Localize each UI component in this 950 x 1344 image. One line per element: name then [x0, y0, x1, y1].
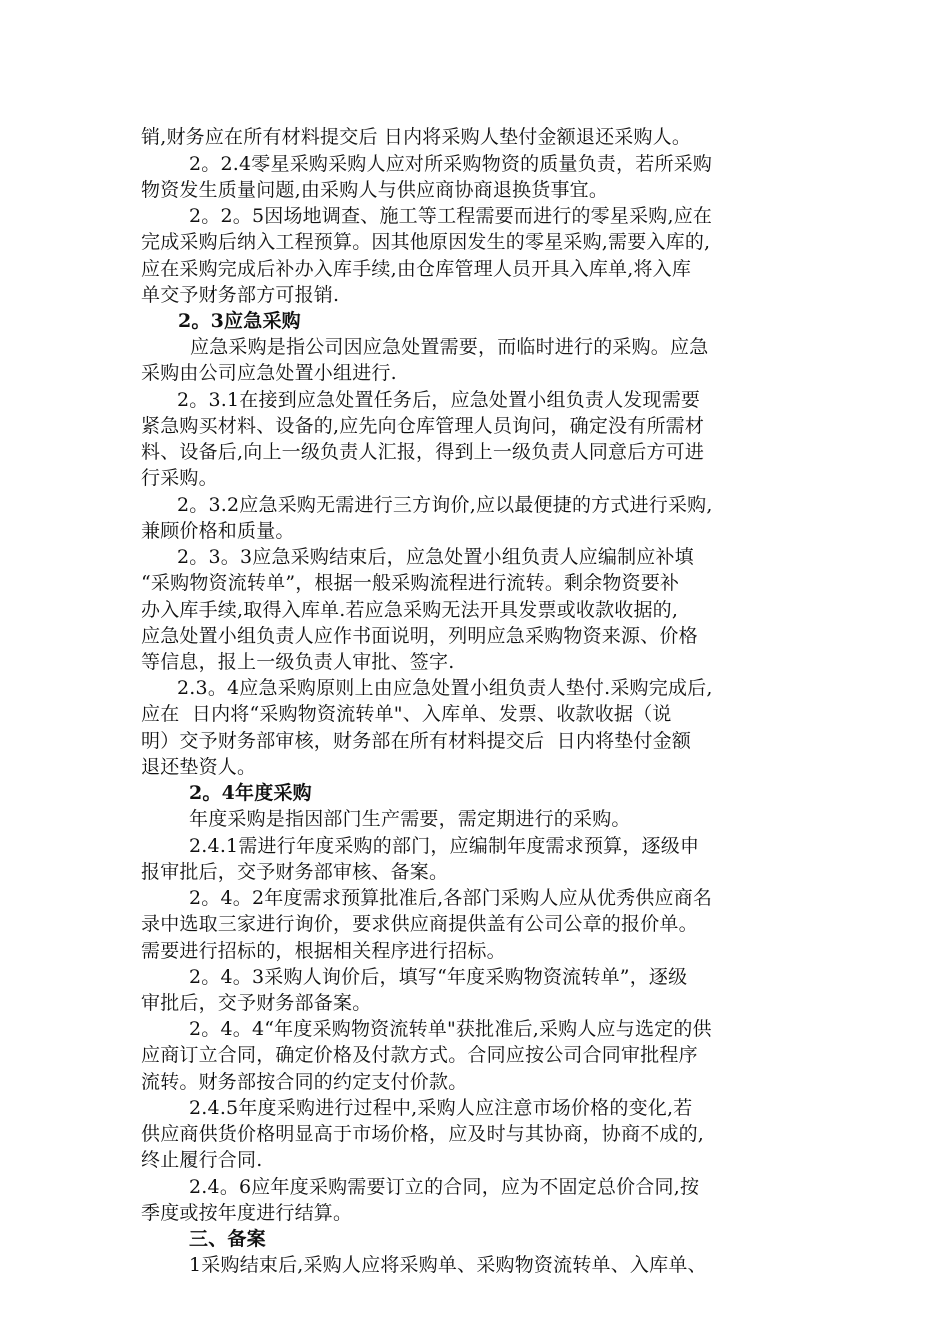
- text-line: 行采购。: [141, 467, 218, 489]
- text-line: 2。3.1在接到应急处置任务后，应急处置小组负责人发现需要: [177, 389, 701, 411]
- text-line: 1采购结束后,采购人应将采购单、采购物资流转单、入库单、: [189, 1254, 707, 1276]
- text-line: “采购物资流转单”，根据一般采购流程进行流转。剩余物资要补: [141, 572, 680, 594]
- text-line: 应商订立合同，确定价格及付款方式。合同应按公司合同审批程序: [141, 1044, 698, 1066]
- text-line: 物资发生质量问题,由采购人与供应商协商退换货事宜。: [141, 179, 609, 201]
- text-line: 紧急购买材料、设备的,应先向仓库管理人员询问，确定没有所需材: [141, 415, 705, 437]
- section-heading: 2。4年度采购: [189, 782, 312, 804]
- text-line: 等信息，报上一级负责人审批、签字.: [141, 651, 455, 673]
- text-line: 2。3.2应急采购无需进行三方询价,应以最便捷的方式进行采购,: [177, 494, 713, 516]
- text-line: 2.4.5年度采购进行过程中,采购人应注意市场价格的变化,若: [189, 1097, 693, 1119]
- text-line: 终止履行合同.: [141, 1149, 263, 1171]
- text-line: 供应商供货价格明显高于市场价格，应及时与其协商，协商不成的,: [141, 1123, 705, 1145]
- text-line: 2。4。4“年度采购物资流转单"获批准后,采购人应与选定的供: [189, 1018, 712, 1040]
- section-heading: 2。3应急采购: [178, 310, 301, 332]
- text-line: 2.4。6应年度采购需要订立的合同，应为不固定总价合同,按: [189, 1176, 700, 1198]
- text-line: 应在 日内将“采购物资流转单"、入库单、发票、收款收据（说: [141, 703, 672, 725]
- text-line: 2。2。5因场地调查、施工等工程需要而进行的零星采购,应在: [189, 205, 713, 227]
- text-line: 2.4.1需进行年度采购的部门，应编制年度需求预算，逐级申: [189, 835, 700, 857]
- text-line: 审批后，交予财务部备案。: [141, 992, 372, 1014]
- text-line: 季度或按年度进行结算。: [141, 1202, 353, 1224]
- text-line: 需要进行招标的，根据相关程序进行招标。: [141, 940, 506, 962]
- text-line: 2。4。2年度需求预算批准后,各部门采购人应从优秀供应商名: [189, 887, 713, 909]
- text-line: 完成采购后纳入工程预算。因其他原因发生的零星采购,需要入库的,: [141, 231, 711, 253]
- text-line: 应急处置小组负责人应作书面说明，列明应急采购物资来源、价格: [141, 625, 698, 647]
- text-line: 单交予财务部方可报销.: [141, 284, 340, 306]
- text-line: 明）交予财务部审核，财务部在所有材料提交后 日内将垫付金额: [141, 730, 692, 752]
- text-line: 办入库手续,取得入库单.若应急采购无法开具发票或收款收据的,: [141, 599, 679, 621]
- text-line: 销,财务应在所有材料提交后 日内将采购人垫付金额退还采购人。: [141, 126, 692, 148]
- text-line: 兼顾价格和质量。: [141, 520, 295, 542]
- text-line: 2。3。3应急采购结束后，应急处置小组负责人应编制应补填: [177, 546, 694, 568]
- text-line: 应急采购是指公司因应急处置需要，而临时进行的采购。应急: [190, 336, 709, 358]
- text-line: 料、设备后,向上一级负责人汇报，得到上一级负责人同意后方可进: [141, 441, 705, 463]
- text-line: 退还垫资人。: [141, 756, 257, 778]
- section-heading: 三、备案: [189, 1228, 266, 1250]
- text-line: 采购由公司应急处置小组进行.: [141, 362, 397, 384]
- text-line: 录中选取三家进行询价，要求供应商提供盖有公司公章的报价单。: [141, 913, 698, 935]
- text-line: 应在采购完成后补办入库手续,由仓库管理人员开具入库单,将入库: [141, 258, 692, 280]
- text-line: 报审批后，交予财务部审核、备案。: [141, 861, 449, 883]
- text-line: 年度采购是指因部门生产需要，需定期进行的采购。: [189, 808, 631, 830]
- text-line: 2。4。3采购人询价后，填写“年度采购物资流转单”，逐级: [189, 966, 688, 988]
- text-line: 流转。财务部按合同的约定支付价款。: [141, 1071, 468, 1093]
- text-line: 2。2.4零星采购采购人应对所采购物资的质量负责，若所采购: [189, 153, 713, 175]
- text-line: 2.3。4应急采购原则上由应急处置小组负责人垫付.采购完成后,: [177, 677, 713, 699]
